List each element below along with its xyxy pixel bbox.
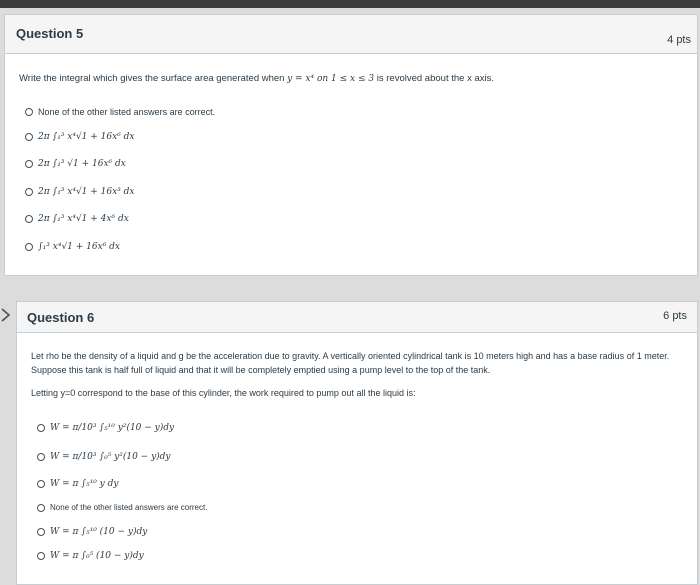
- question-points: 6 pts: [663, 310, 687, 322]
- option-label: 2π ∫₁³ x⁴√1 + 16x⁶ dx: [38, 132, 135, 142]
- question-6-header: [17, 302, 697, 333]
- answer-option[interactable]: [25, 159, 126, 169]
- question-points: 4 pts: [667, 34, 691, 46]
- prompt-math: y = x⁴ on 1 ≤ x ≤ 3: [287, 74, 375, 84]
- radio-button[interactable]: [25, 133, 33, 141]
- option-label: W = π ∫₅¹⁰ y dy: [50, 479, 119, 489]
- radio-button[interactable]: [37, 424, 45, 432]
- answer-option[interactable]: [37, 479, 118, 489]
- radio-button[interactable]: [37, 504, 45, 512]
- option-label: None of the other listed answers are correct.: [50, 503, 208, 512]
- question-title: Question 5: [16, 26, 84, 41]
- radio-button[interactable]: [37, 453, 45, 461]
- radio-button[interactable]: [25, 215, 33, 223]
- option-label: W = π/10³ ∫₀⁵ y²(10 − y)dy: [50, 452, 171, 462]
- question-5-card: [4, 14, 698, 276]
- answer-option[interactable]: [25, 242, 120, 252]
- answer-option[interactable]: [25, 107, 215, 117]
- chevron-right-icon[interactable]: [0, 307, 14, 323]
- option-label: W = π/10³ ∫₅¹⁰ y²(10 − y)dy: [50, 423, 175, 433]
- radio-button[interactable]: [25, 188, 33, 196]
- option-label: W = π ∫₅¹⁰ (10 − y)dy: [50, 527, 148, 537]
- radio-button[interactable]: [37, 480, 45, 488]
- answer-option[interactable]: [37, 503, 207, 512]
- answer-option[interactable]: [37, 423, 174, 433]
- radio-button[interactable]: [25, 160, 33, 168]
- radio-button[interactable]: [25, 108, 33, 116]
- question-6-card: [16, 301, 698, 585]
- question-5-header: [5, 15, 697, 54]
- option-label: 2π ∫₁³ x⁴√1 + 4x⁶ dx: [38, 214, 129, 224]
- option-label: 2π ∫₁³ x⁴√1 + 16x³ dx: [38, 187, 135, 197]
- option-label: None of the other listed answers are correct.: [38, 107, 216, 117]
- radio-button[interactable]: [25, 243, 33, 251]
- answer-option[interactable]: [25, 187, 135, 197]
- radio-button[interactable]: [37, 528, 45, 536]
- answer-option[interactable]: [25, 214, 129, 224]
- option-label: 2π ∫₁³ √1 + 16x⁶ dx: [38, 159, 126, 169]
- answer-option[interactable]: [37, 551, 144, 561]
- top-bar: [0, 0, 700, 8]
- answer-option[interactable]: [25, 132, 135, 142]
- question-prompt: [19, 71, 494, 87]
- question-prompt: Let rho be the density of a liquid and g be the acceleration due to gravity. A vertically oriented cylindrical tank is 10 meters high and has a base radius of 1 meter. Suppose this tank is half full of liquid and that it will be completely emptied using a pump level to the top of the tank.: [31, 351, 670, 375]
- prompt-text: Write the integral which gives the surface area generated when: [19, 73, 288, 84]
- radio-button[interactable]: [37, 552, 45, 560]
- answer-option[interactable]: [37, 527, 147, 537]
- prompt-text-end: is revolved about the x axis.: [374, 73, 494, 84]
- answer-option[interactable]: [37, 452, 171, 462]
- option-label: ∫₁³ x⁴√1 + 16x⁶ dx: [38, 242, 121, 252]
- question-title: Question 6: [27, 310, 95, 325]
- question-prompt-2: Letting y=0 correspond to the base of this cylinder, the work required to pump out all the liquid is:: [31, 388, 416, 398]
- option-label: W = π ∫₀⁵ (10 − y)dy: [50, 551, 144, 561]
